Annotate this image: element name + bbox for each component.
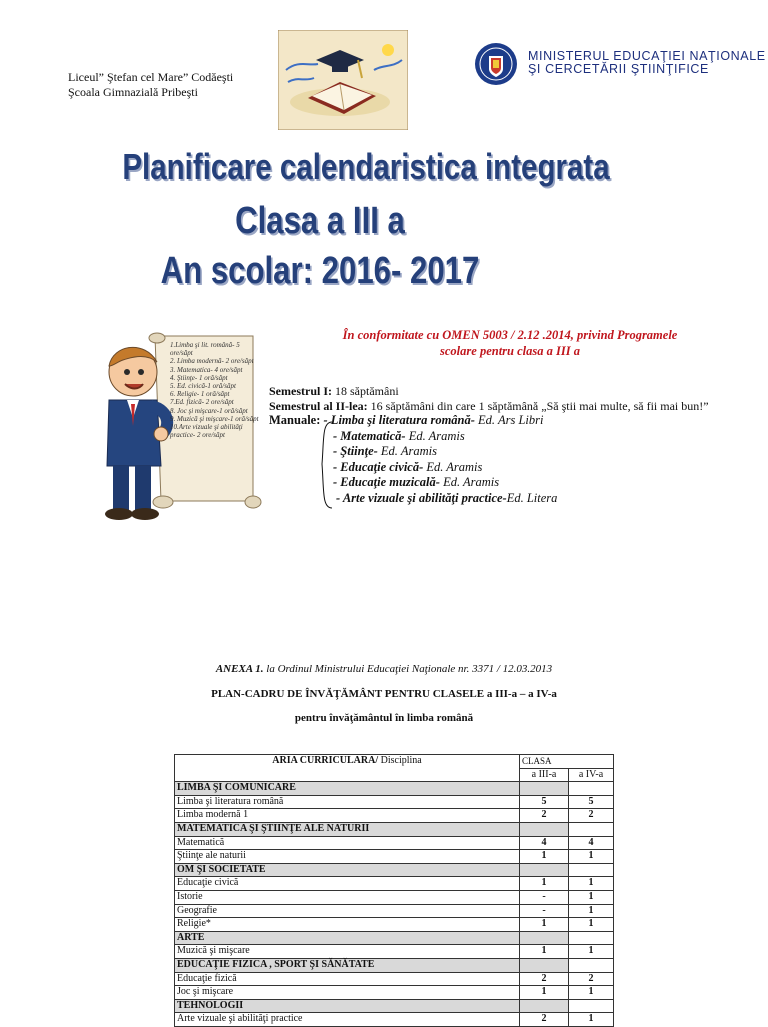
hours-class-4-cell: 2 — [569, 972, 614, 986]
manual-item — [333, 460, 482, 476]
hours-class-4-cell: 4 — [569, 836, 614, 850]
table-row — [175, 945, 614, 959]
table-section-row — [175, 999, 614, 1013]
manual-publisher: Ed. Ars Libri — [474, 413, 544, 427]
annex-text: la Ordinul Ministrului Educaţiei Naţionale nr. 3371 / 12.03.2013 — [263, 663, 553, 675]
discipline-cell: Limba modernă 1 — [175, 809, 520, 823]
hours-class-3-cell: 2 — [520, 972, 569, 986]
table-row — [175, 795, 614, 809]
manual-subject: - Educaţie civică- — [333, 459, 424, 474]
section-blank-cell — [520, 822, 569, 836]
scroll-item: 2. Limba modernă- 2 ore/săpt — [170, 357, 254, 366]
plan-subtitle: pentru învăţământul în limba română — [294, 712, 474, 724]
scroll-item: 1.Limba şi lit. română- 5 ore/săpt — [170, 341, 240, 358]
hours-class-3-cell: 1 — [520, 986, 569, 1000]
scroll-item: 6. Religie- 1 oră/săpt — [170, 390, 230, 399]
title-line-3: An scolar: 2016- 2017 — [160, 250, 480, 292]
hours-class-4-cell: 1 — [569, 904, 614, 918]
header-col-1: a III-a — [520, 768, 569, 782]
manual-subject: - Educaţie muzicală- — [333, 475, 440, 489]
discipline-cell: Istorie — [175, 890, 520, 904]
discipline-cell: Ştiinţe ale naturii — [175, 850, 520, 864]
table-row — [175, 890, 614, 904]
manual-publisher: Ed. Litera — [506, 490, 558, 505]
table-row — [175, 877, 614, 891]
scroll-item: 3. Matematica- 4 ore/săpt — [170, 365, 243, 374]
hours-class-3-cell: 2 — [520, 809, 569, 823]
conformity-statement — [300, 327, 720, 359]
section-blank-cell — [569, 958, 614, 972]
semester-1 — [269, 384, 399, 399]
manual-subject: - Matematică- — [333, 428, 406, 443]
manual-item — [336, 491, 557, 507]
title-line-1: Planificare calendaristica integrata — [122, 146, 610, 187]
school-name — [68, 70, 233, 100]
manual-publisher: Ed. Aramis — [377, 444, 437, 458]
hours-class-4-cell: 1 — [569, 850, 614, 864]
table-section-row — [175, 782, 614, 796]
table-header-row-1 — [175, 755, 614, 769]
semester-2-value: 16 săptămâni din care 1 săptămână „Să ştii mai multe, să fii mai bun!” — [367, 399, 709, 413]
ministry-name — [528, 50, 766, 76]
hours-class-3-cell: 2 — [520, 1013, 569, 1027]
section-label: LIMBA ŞI COMUNICARE — [175, 782, 520, 796]
hours-class-3-cell: 1 — [520, 877, 569, 891]
semester-2 — [269, 399, 709, 414]
section-blank-cell — [569, 863, 614, 877]
semester-2-label: Semestrul al II-lea: — [269, 399, 368, 413]
hours-class-4-cell: 1 — [569, 890, 614, 904]
table-row — [175, 986, 614, 1000]
section-blank-cell — [520, 958, 569, 972]
manual-subject: - Ştiinţe- — [333, 444, 378, 458]
table-row — [175, 850, 614, 864]
hours-class-4-cell: 1 — [569, 986, 614, 1000]
manual-publisher: Ed. Aramis — [405, 428, 465, 443]
section-label: ARTE — [175, 931, 520, 945]
annex-bold: ANEXA 1. — [215, 663, 264, 675]
discipline-cell: Educaţie civică — [175, 877, 520, 891]
table-row — [175, 972, 614, 986]
discipline-cell: Limba şi literatura română — [175, 795, 520, 809]
section-blank-cell — [569, 822, 614, 836]
annex-reference — [0, 663, 768, 675]
table-row — [175, 1013, 614, 1027]
hours-class-3-cell: 1 — [520, 918, 569, 932]
table-row — [175, 918, 614, 932]
manual-item — [333, 429, 465, 445]
section-blank-cell — [520, 782, 569, 796]
discipline-cell: Matematică — [175, 836, 520, 850]
scroll-item: 5. Ed. civică-1 oră/săpt — [170, 382, 236, 391]
section-label: MATEMATICA ŞI ŞTIINŢE ALE NATURII — [175, 822, 520, 836]
graduation-cap-book-illustration — [278, 30, 408, 130]
header-area: ARIA CURRICULARA/ — [272, 755, 379, 766]
scroll-item: 4. Ştiinţe- 1 oră/săpt — [170, 373, 228, 382]
hours-class-3-cell: 4 — [520, 836, 569, 850]
semester-1-label: Semestrul I: — [269, 384, 332, 398]
section-blank-cell — [520, 999, 569, 1013]
ministry-line-2: ŞI CERCETĂRII ŞTIINŢIFICE — [528, 62, 709, 76]
discipline-cell: Arte vizuale şi abilităţi practice — [175, 1013, 520, 1027]
table-section-row — [175, 863, 614, 877]
header-col-2: a IV-a — [569, 768, 614, 782]
table-row — [175, 904, 614, 918]
discipline-cell: Joc şi mişcare — [175, 986, 520, 1000]
table-section-row — [175, 931, 614, 945]
manual-publisher: Ed. Aramis — [423, 459, 483, 474]
discipline-cell: Muzică şi mişcare — [175, 945, 520, 959]
scroll-item: 9. Muzică şi mişcare-1 oră/săpt — [170, 414, 259, 423]
school-line-1: Liceul” Ştefan cel Mare” Codăeşti — [68, 70, 234, 84]
header-area-cell — [175, 755, 520, 782]
manual-publisher: Ed. Aramis — [439, 475, 500, 489]
hours-class-3-cell: - — [520, 904, 569, 918]
hours-class-3-cell: 5 — [520, 795, 569, 809]
section-label: TEHNOLOGII — [175, 999, 520, 1013]
hours-class-4-cell: 1 — [569, 945, 614, 959]
section-label: EDUCAŢIE FIZICA , SPORT ŞI SĂNĂTATE — [175, 958, 520, 972]
hours-class-3-cell: 1 — [520, 945, 569, 959]
hours-class-3-cell: - — [520, 890, 569, 904]
manuals-brace — [318, 420, 338, 510]
manual-item — [333, 444, 437, 460]
table-row — [175, 836, 614, 850]
hours-class-3-cell: 1 — [520, 850, 569, 864]
manuals-first-line — [269, 413, 543, 429]
manual-item — [333, 475, 499, 491]
manual-subject: - Limba şi literatura română- — [323, 413, 475, 427]
scroll-item: 8. Joc şi mişcare-1 oră/săpt — [170, 406, 248, 415]
scroll-item: 10.Arte vizuale şi abilităţi practice- 2 ore/săpt — [170, 423, 243, 440]
discipline-cell: Educaţie fizică — [175, 972, 520, 986]
school-line-2: Şcoala Gimnazială Pribeşti — [68, 85, 198, 99]
section-blank-cell — [520, 863, 569, 877]
scroll-item: 7.Ed. fizică- 2 ore/săpt — [170, 398, 234, 407]
hours-class-4-cell: 2 — [569, 809, 614, 823]
section-blank-cell — [520, 931, 569, 945]
conformity-line-2: scolare pentru clasa a III a — [440, 344, 580, 358]
table-row — [175, 809, 614, 823]
hours-class-4-cell: 1 — [569, 877, 614, 891]
scroll-subject-list — [170, 341, 260, 439]
table-section-row — [175, 958, 614, 972]
hours-class-4-cell: 5 — [569, 795, 614, 809]
conformity-line-1: În conformitate cu OMEN 5003 / 2.12 .2014, privind Programele — [342, 328, 678, 342]
section-label: OM ŞI SOCIETATE — [175, 863, 520, 877]
semester-1-value: 18 săptămâni — [332, 384, 399, 398]
ministry-seal-logo — [474, 42, 518, 86]
header-discipline: Disciplina — [378, 755, 422, 766]
hours-class-4-cell: 1 — [569, 918, 614, 932]
manuals-label: Manuale: — [269, 413, 324, 427]
header-class: CLASA — [520, 755, 614, 769]
ministry-line-1: MINISTERUL EDUCAŢIEI NAŢIONALE — [528, 49, 766, 63]
hours-class-4-cell: 1 — [569, 1013, 614, 1027]
curriculum-table — [174, 754, 614, 1027]
section-blank-cell — [569, 999, 614, 1013]
plan-title: PLAN-CADRU DE ÎNVĂŢĂMÂNT PENTRU CLASELE a III-a – a IV-a — [211, 688, 557, 700]
discipline-cell: Religie* — [175, 918, 520, 932]
discipline-cell: Geografie — [175, 904, 520, 918]
title-line-2: Clasa a III a — [235, 200, 405, 242]
manual-subject: - Arte vizuale şi abilităţi practice- — [336, 490, 507, 505]
section-blank-cell — [569, 931, 614, 945]
table-section-row — [175, 822, 614, 836]
section-blank-cell — [569, 782, 614, 796]
